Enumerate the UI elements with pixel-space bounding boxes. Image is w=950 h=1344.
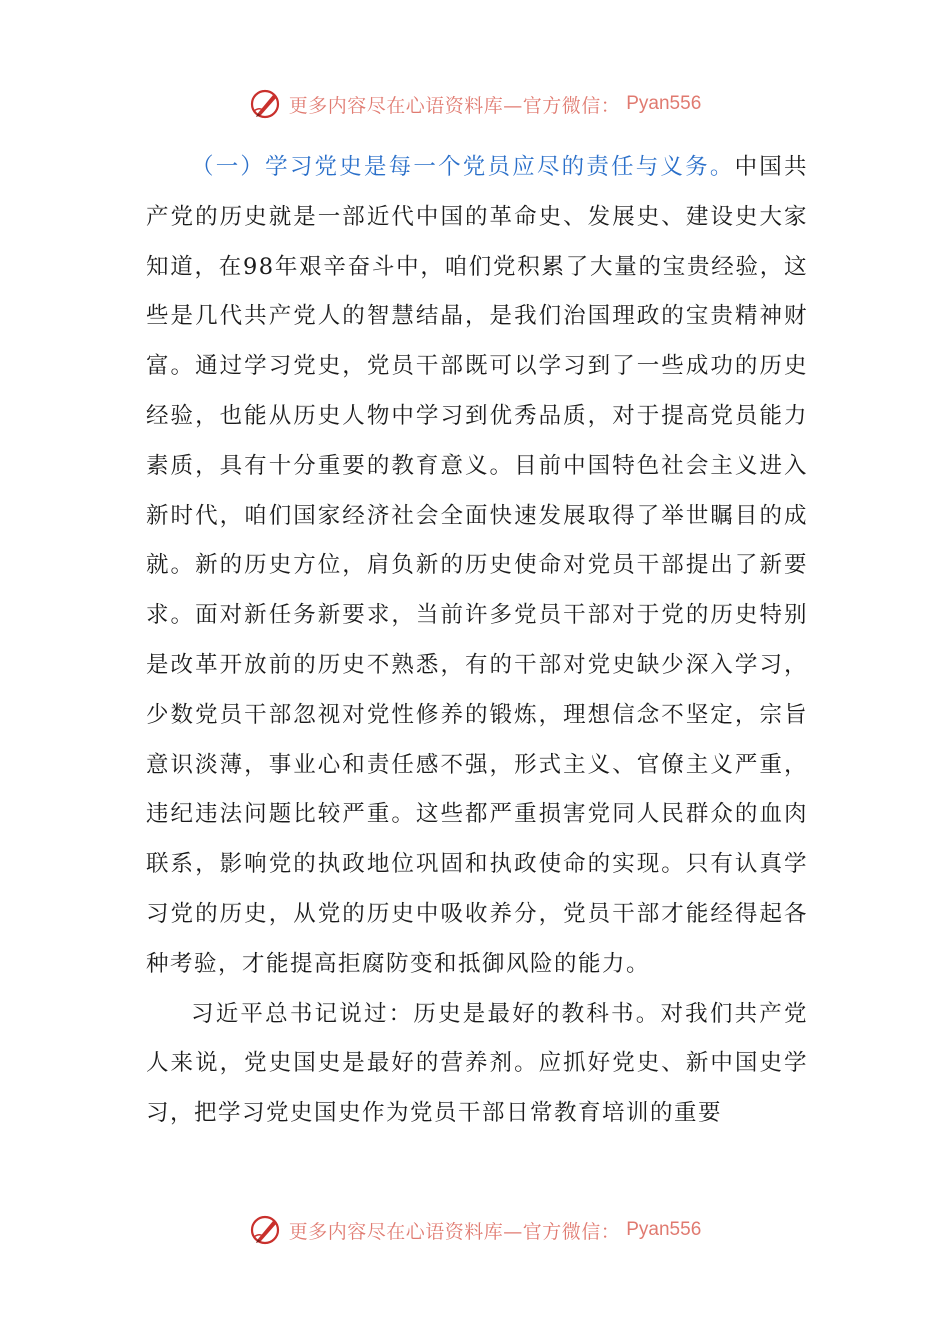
paragraph-2	[146, 990, 808, 1139]
pen-logo-icon	[249, 87, 283, 121]
watermark-header	[0, 84, 950, 124]
section-heading: （一）学习党史是每一个党员应尽的责任与义务。	[191, 154, 735, 180]
watermark-wechat-id: Pyan556	[626, 93, 702, 114]
document-body	[146, 143, 808, 1139]
watermark-text: 更多内容尽在心语资料库—官方微信：	[288, 1220, 621, 1243]
paragraph-1	[146, 143, 808, 990]
watermark-text: 更多内容尽在心语资料库—官方微信：	[288, 94, 621, 117]
paragraph-2-body: 习近平总书记说过：历史是最好的教科书。对我们共产党人来说，党史国史是最好的营养剂。应抓好党史、新中国史学习，把学习党史国史作为党员干部日常教育培训的重要	[146, 1000, 808, 1127]
watermark-wechat-id: Pyan556	[626, 1219, 702, 1240]
watermark-footer	[0, 1210, 950, 1250]
pen-logo-icon	[249, 1213, 283, 1247]
paragraph-1-body: 中国共产党的历史就是一部近代中国的革命史、发展史、建设史大家知道，在98年艰辛奋斗中，咱们党积累了大量的宝贵经验，这些是几代共产党人的智慧结晶，是我们治国理政的宝贵精神财富。通过学习党史，党员干部既可以学习到了一些成功的历史经验，也能从历史人物中学习到优秀品质，对于提高党员能力素质，具有十分重要的教育意义。目前中国特色社会主义进入新时代，咱们国家经济社会全面快速发展取得了举世瞩目的成就。新的历史方位，肩负新的历史使命对党员干部提出了新要求。面对新任务新要求，当前许多党员干部对于党的历史特别是改革开放前的历史不熟悉，有的干部对党史缺少深入学习，少数党员干部忽视对党性修养的锻炼，理想信念不坚定，宗旨意识淡薄，事业心和责任感不强，形式主义、官僚主义严重，违纪违法问题比较严重。这些都严重损害党同人民群众的血肉联系，影响党的执政地位巩固和执政使命的实现。只有认真学习党的历史，从党的历史中吸收养分，党员干部才能经得起各种考验，才能提高拒腐防变和抵御风险的能力。	[146, 154, 808, 977]
